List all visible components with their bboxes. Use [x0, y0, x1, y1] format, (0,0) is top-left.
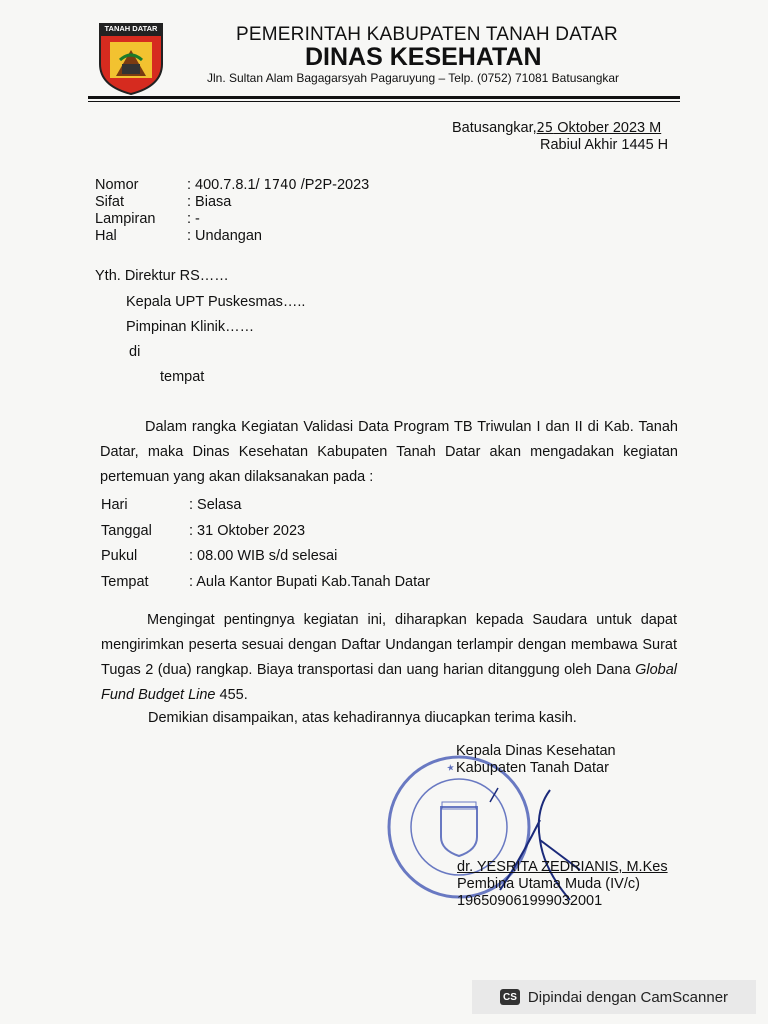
closing-sentence: Demikian disampaikan, atas kehadirannya diucapkan terima kasih. — [148, 710, 577, 726]
meta-row-hal — [95, 228, 369, 245]
detail-row-pukul — [101, 544, 430, 570]
meta-value: : - — [187, 211, 200, 227]
place-date — [452, 120, 661, 136]
detail-value: : Selasa — [189, 497, 242, 513]
body-paragraph-1: Dalam rangka Kegiatan Validasi Data Program TB Triwulan I dan II di Kab. Tanah Datar, maka Dinas Kesehatan Kabupaten Tanah Datar akan mengadakan kegiatan pertemuan yang akan dilaksanakan pada : — [100, 419, 678, 485]
meta-value: : Biasa — [187, 194, 232, 210]
signatory-nip: 196509061999032001 — [457, 893, 603, 909]
letterhead-agency: DINAS KESEHATAN — [305, 43, 542, 71]
recipient-line-3: Pimpinan Klinik…… — [126, 319, 255, 335]
body-paragraph-2 — [101, 608, 677, 708]
signature-title-line-1: Kepala Dinas Kesehatan — [456, 743, 616, 759]
meta-label: Hal — [95, 228, 117, 244]
svg-text:★: ★ — [445, 762, 456, 774]
meta-row-sifat — [95, 194, 369, 211]
signatory-rank: Pembina Utama Muda (IV/c) — [457, 876, 640, 892]
camscanner-icon: CS — [500, 989, 520, 1005]
place-date-day-handwritten: 25 — [536, 121, 554, 136]
letterhead-divider-thin — [88, 101, 680, 102]
letterhead-divider — [88, 96, 680, 99]
detail-label: Tanggal — [101, 522, 152, 539]
detail-row-hari — [101, 493, 430, 519]
letterhead-government: PEMERINTAH KABUPATEN TANAH DATAR — [236, 24, 618, 45]
meta-label: Lampiran — [95, 211, 156, 227]
detail-value: : 08.00 WIB s/d selesai — [189, 548, 338, 564]
meta-value: : Undangan — [187, 228, 262, 244]
detail-value: : 31 Oktober 2023 — [189, 522, 306, 539]
letterhead-address: Jln. Sultan Alam Bagagarsyah Pagaruyung – Telp. (0752) 71081 Batusangkar — [207, 71, 620, 85]
detail-label: Hari — [101, 497, 128, 513]
signatory-name: dr. YESRITA ZEDRIANIS, M.Kes — [457, 859, 668, 875]
place-date-city: Batusangkar, — [452, 120, 537, 136]
camscanner-label: Dipindai dengan CamScanner — [527, 988, 729, 1006]
letter-meta — [95, 177, 369, 245]
recipient-line-4: di — [129, 344, 141, 360]
recipient-line-1: Yth. Direktur RS…… — [95, 268, 229, 284]
signature-title — [456, 743, 616, 777]
place-date-month-year: Oktober 2023 M — [553, 120, 662, 136]
camscanner-watermark — [472, 980, 756, 1014]
paragraph-2-italic: Global Fund Budget Line — [101, 662, 677, 703]
detail-label: Tempat — [101, 573, 149, 590]
event-details — [101, 493, 430, 595]
meta-label: Nomor — [95, 177, 139, 193]
meta-row-lampiran — [95, 211, 369, 228]
meta-value: : 400.7.8.1/ — [187, 177, 264, 193]
meta-value-suffix: /P2P-2023 — [296, 177, 370, 193]
detail-value: : Aula Kantor Bupati Kab.Tanah Datar — [189, 573, 431, 590]
paragraph-2-end: 455. — [215, 687, 248, 703]
meta-number-handwritten: 1740 — [263, 178, 297, 193]
detail-row-tempat — [101, 570, 430, 596]
hijri-date: Rabiul Akhir 1445 H — [540, 137, 669, 153]
recipient-line-2: Kepala UPT Puskesmas….. — [126, 294, 306, 310]
meta-label: Sifat — [95, 194, 125, 210]
detail-label: Pukul — [101, 548, 138, 564]
detail-row-tanggal — [101, 519, 430, 545]
paragraph-2-text: Mengingat pentingnya kegiatan ini, diharapkan kepada Saudara untuk dapat mengirimkan peserta sesuai dengan Daftar Undangan terlampir dengan membawa Surat Tugas 2 (dua) rangkap. Biaya transportasi dan uang harian ditanggung oleh Dana — [101, 612, 677, 678]
signature-title-line-2: Kabupaten Tanah Datar — [456, 760, 609, 776]
signatory-block — [457, 859, 668, 910]
meta-row-nomor — [95, 177, 369, 194]
recipient-line-5: tempat — [160, 369, 205, 385]
logo-caption: TANAH DATAR — [104, 24, 158, 33]
